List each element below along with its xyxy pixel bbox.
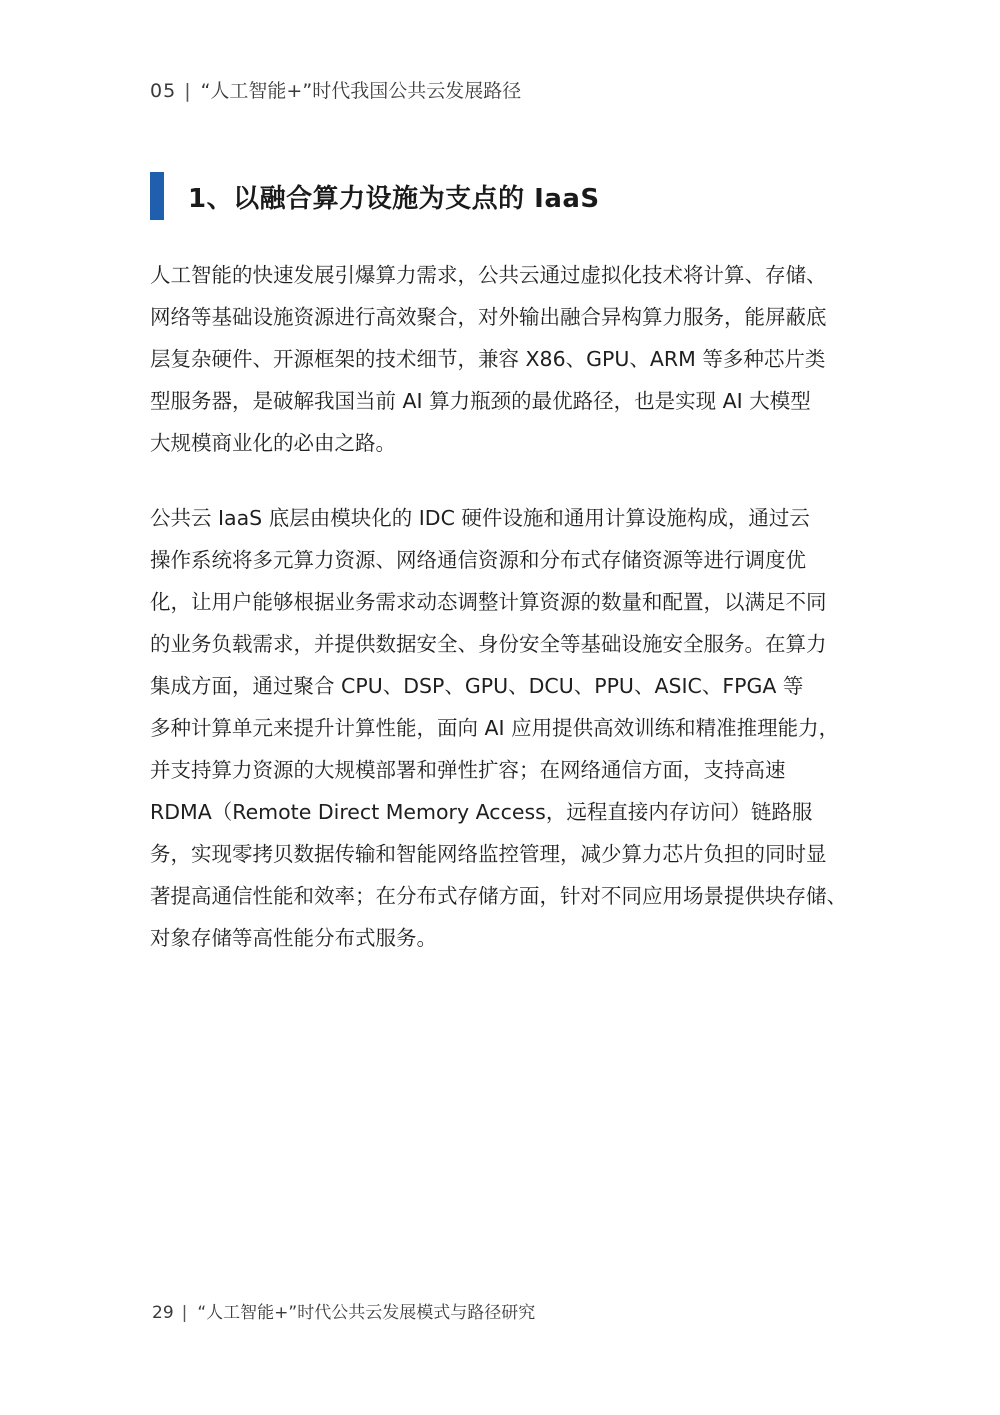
section-title: 1、以融合算力设施为支点的 IaaS [188,183,600,214]
paragraph-line: 务，实现零拷贝数据传输和智能网络监控管理，减少算力芯片负担的同时显 [150,842,827,866]
paragraph-line: 操作系统将多元算力资源、网络通信资源和分布式存储资源等进行调度优 [150,548,806,572]
paragraph-line: 型服务器，是破解我国当前 AI 算力瓶颈的最优路径，也是实现 AI 大模型 [150,389,811,413]
section-heading [150,172,600,220]
section-accent-bar [150,172,164,220]
paragraph-1 [150,254,860,464]
paragraph-line: 集成方面，通过聚合 CPU、DSP、GPU、DCU、PPU、ASIC、FPGA 等 [150,674,804,698]
paragraph-line: 对象存储等高性能分布式服务。 [150,926,437,950]
chapter-number: 05 [150,80,177,102]
paragraph-line: 大规模商业化的必由之路。 [150,431,396,455]
paragraph-line: 化，让用户能够根据业务需求动态调整计算资源的数量和配置，以满足不同 [150,590,827,614]
paragraph-line: 的业务负载需求，并提供数据安全、身份安全等基础设施安全服务。在算力 [150,632,827,656]
paragraph-line: 网络等基础设施资源进行高效聚合，对外输出融合异构算力服务，能屏蔽底 [150,305,827,329]
paragraph-line: 人工智能的快速发展引爆算力需求，公共云通过虚拟化技术将计算、存储、 [150,263,827,287]
running-footer [152,1298,535,1323]
paragraph-2 [150,497,860,959]
paragraph-line: 并支持算力资源的大规模部署和弹性扩容；在网络通信方面，支持高速 [150,758,786,782]
paragraph-line: 公共云 IaaS 底层由模块化的 IDC 硬件设施和通用计算设施构成，通过云 [150,506,810,530]
chapter-title: “人工智能+”时代我国公共云发展路径 [200,80,522,102]
paragraph-line: RDMA（Remote Direct Memory Access，远程直接内存访问）链路服 [150,800,813,824]
page-number: 29 [152,1303,174,1323]
document-title: “人工智能+”时代公共云发展模式与路径研究 [197,1303,536,1323]
footer-separator: | [181,1303,188,1323]
paragraph-line: 多种计算单元来提升计算性能，面向 AI 应用提供高效训练和精准推理能力， [150,716,840,740]
paragraph-line: 著提高通信性能和效率；在分布式存储方面，针对不同应用场景提供块存储、 [150,884,847,908]
header-separator: | [184,80,191,102]
paragraph-line: 层复杂硬件、开源框架的技术细节，兼容 X86、GPU、ARM 等多种芯片类 [150,347,826,371]
running-header [150,76,521,103]
